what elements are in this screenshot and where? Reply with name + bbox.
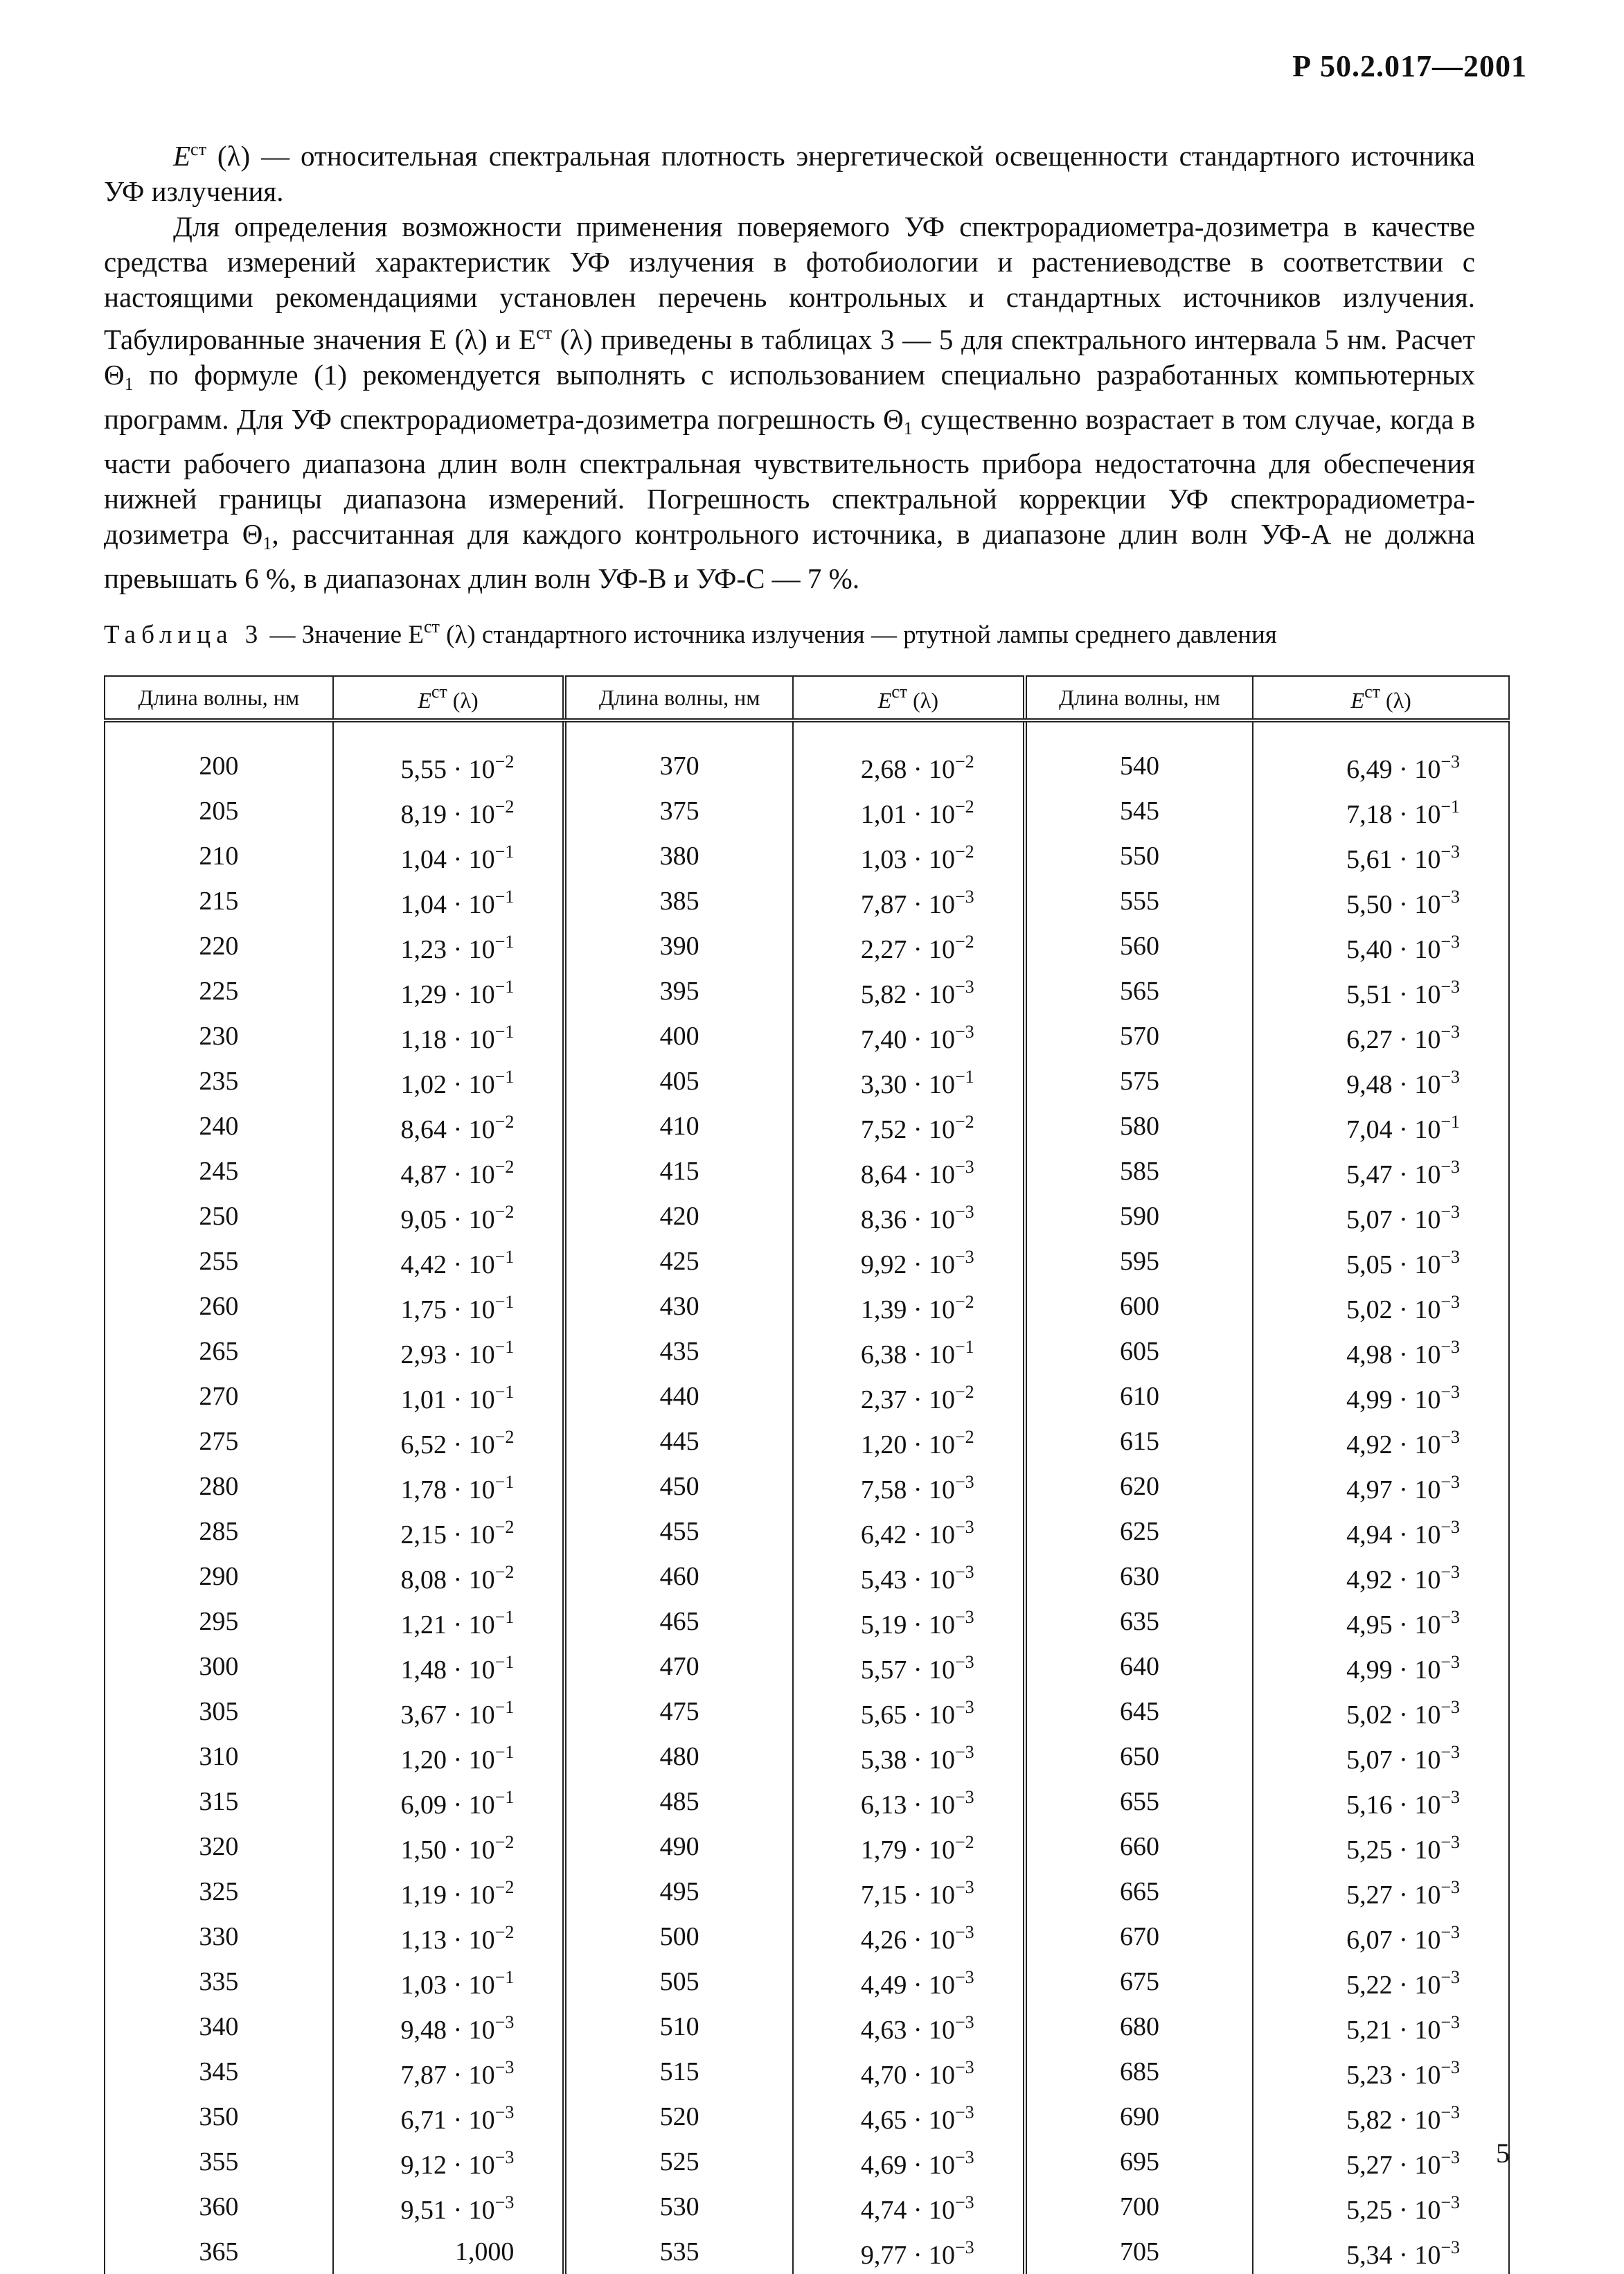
table-cell-value: $4,92 \cdot 10^{-3}$ [1253,1554,1509,1599]
table-row [105,2049,1509,2094]
table-cell-wavelength: 360 [105,2184,333,2229]
table-cell-value: $5,38 \cdot 10^{-3}$ [793,1734,1025,1779]
table-cell-value: $8,08 \cdot 10^{-2}$ [333,1554,565,1599]
table-cell-value: $5,07 \cdot 10^{-3}$ [1253,1193,1509,1238]
table-cell-wavelength: 290 [105,1554,333,1599]
table-cell-value: $6,49 \cdot 10^{-3}$ [1253,743,1509,788]
table-row [105,788,1509,833]
table-cell-wavelength: 340 [105,2004,333,2049]
table-cell-wavelength: 325 [105,1869,333,1914]
table-cell-value: $6,07 \cdot 10^{-3}$ [1253,1914,1509,1959]
table-cell-value: $1,19 \cdot 10^{-2}$ [333,1869,565,1914]
table-cell-wavelength: 465 [564,1599,793,1644]
table-cell-wavelength: 665 [1025,1869,1253,1914]
table-cell-value: $5,82 \cdot 10^{-3}$ [793,968,1025,1013]
table-cell-value: $9,77 \cdot 10^{-3}$ [793,2229,1025,2274]
table-row [105,2139,1509,2184]
table-cell-wavelength: 700 [1025,2184,1253,2229]
table-cell-value: $8,19 \cdot 10^{-2}$ [333,788,565,833]
table-cell-value: $5,16 \cdot 10^{-3}$ [1253,1779,1509,1824]
table-cell-value: $1,03 \cdot 10^{-1}$ [333,1959,565,2004]
table-cell-value: $1,23 \cdot 10^{-1}$ [333,923,565,968]
table-cell-value: $5,02 \cdot 10^{-3}$ [1253,1283,1509,1329]
table-row [105,2004,1509,2049]
page-number: 5 [1496,2138,1510,2169]
table-cell-value: $8,64 \cdot 10^{-2}$ [333,1103,565,1148]
table-cell-wavelength: 255 [105,1238,333,1283]
table-cell-wavelength: 410 [564,1103,793,1148]
table-cell-value: $9,48 \cdot 10^{-3}$ [333,2004,565,2049]
table-cell-value: $4,42 \cdot 10^{-1}$ [333,1238,565,1283]
table-cell-wavelength: 510 [564,2004,793,2049]
table-cell-value: $1,78 \cdot 10^{-1}$ [333,1464,565,1509]
table-row [105,1013,1509,1058]
table-cell-value: $4,97 \cdot 10^{-3}$ [1253,1464,1509,1509]
table-cell-wavelength: 485 [564,1779,793,1824]
table-cell-value: $5,27 \cdot 10^{-3}$ [1253,1869,1509,1914]
table-cell-wavelength: 395 [564,968,793,1013]
table-cell-value: $6,42 \cdot 10^{-3}$ [793,1509,1025,1554]
table-cell-wavelength: 615 [1025,1419,1253,1464]
table-cell-value: $4,70 \cdot 10^{-3}$ [793,2049,1025,2094]
body-text [104,132,1475,596]
table-row [105,1779,1509,1824]
table-cell-wavelength: 420 [564,1193,793,1238]
table-cell-value: $6,27 \cdot 10^{-3}$ [1253,1013,1509,1058]
table-caption: Таблица 3 — Значение $E^{ст}$ (λ) стандартного источника излучения — ртутной лампы среднего давления [104,616,1277,649]
table-cell-value: $1,01 \cdot 10^{-2}$ [793,788,1025,833]
table-row [105,1238,1509,1283]
table-row [105,1914,1509,1959]
table-cell-wavelength: 590 [1025,1193,1253,1238]
table-cell-wavelength: 440 [564,1374,793,1419]
table-cell-wavelength: 660 [1025,1824,1253,1869]
table-row [105,2094,1509,2139]
table-cell-value: $5,02 \cdot 10^{-3}$ [1253,1689,1509,1734]
col-header-wavelength: Длина волны, нм [105,676,333,720]
table-cell-wavelength: 230 [105,1013,333,1058]
table-cell-wavelength: 635 [1025,1599,1253,1644]
table-cell-value: $1,39 \cdot 10^{-2}$ [793,1283,1025,1329]
table-cell-wavelength: 495 [564,1869,793,1914]
table-cell-wavelength: 380 [564,833,793,878]
paragraph-definition: $E^{ст}$ (λ) — относительная спектральная плотность энергетической освещенности стандартного источника УФ излучения. [104,139,1475,207]
table-cell-value: $6,13 \cdot 10^{-3}$ [793,1779,1025,1824]
table-cell-value: $5,40 \cdot 10^{-3}$ [1253,923,1509,968]
table-cell-value: $1,50 \cdot 10^{-2}$ [333,1824,565,1869]
table-cell-value: $5,05 \cdot 10^{-3}$ [1253,1238,1509,1283]
table-cell-wavelength: 460 [564,1554,793,1599]
table-cell-wavelength: 390 [564,923,793,968]
table-cell-wavelength: 475 [564,1689,793,1734]
table-cell-value: $5,51 \cdot 10^{-3}$ [1253,968,1509,1013]
table-cell-value: $1,21 \cdot 10^{-1}$ [333,1599,565,1644]
table-cell-wavelength: 620 [1025,1464,1253,1509]
table-cell-value: $2,93 \cdot 10^{-1}$ [333,1329,565,1374]
table-cell-wavelength: 630 [1025,1554,1253,1599]
table-row [105,1464,1509,1509]
table-cell-wavelength: 500 [564,1914,793,1959]
table-cell-value: $5,25 \cdot 10^{-3}$ [1253,2184,1509,2229]
table-cell-value: $5,34 \cdot 10^{-3}$ [1253,2229,1509,2274]
table-cell-wavelength: 575 [1025,1058,1253,1103]
table-cell-value: $7,40 \cdot 10^{-3}$ [793,1013,1025,1058]
table-cell-wavelength: 605 [1025,1329,1253,1374]
table-row [105,1959,1509,2004]
table-cell-wavelength: 265 [105,1329,333,1374]
table-cell-value: $7,87 \cdot 10^{-3}$ [333,2049,565,2094]
table-cell-wavelength: 300 [105,1644,333,1689]
table-cell-wavelength: 435 [564,1329,793,1374]
table-row [105,1283,1509,1329]
col-header-wavelength: Длина волны, нм [564,676,793,720]
table-cell-wavelength: 560 [1025,923,1253,968]
table-row [105,1554,1509,1599]
table-cell-value: $8,64 \cdot 10^{-3}$ [793,1148,1025,1193]
table-cell-wavelength: 610 [1025,1374,1253,1419]
table-cell-wavelength: 570 [1025,1013,1253,1058]
table-cell-wavelength: 270 [105,1374,333,1419]
table-cell-wavelength: 450 [564,1464,793,1509]
table-row [105,923,1509,968]
table-cell-value: $4,95 \cdot 10^{-3}$ [1253,1599,1509,1644]
table-row [105,1148,1509,1193]
table-cell-wavelength: 650 [1025,1734,1253,1779]
table-cell-wavelength: 470 [564,1644,793,1689]
table-cell-value: $7,18 \cdot 10^{-1}$ [1253,788,1509,833]
table-cell-wavelength: 310 [105,1734,333,1779]
table-cell-value: $9,48 \cdot 10^{-3}$ [1253,1058,1509,1103]
table-cell-value: $3,30 \cdot 10^{-1}$ [793,1058,1025,1103]
table-cell-wavelength: 585 [1025,1148,1253,1193]
table-cell-value: $6,71 \cdot 10^{-3}$ [333,2094,565,2139]
table-cell-value: $5,23 \cdot 10^{-3}$ [1253,2049,1509,2094]
table-cell-wavelength: 645 [1025,1689,1253,1734]
col-header-value: $E^{ст}$ (λ) [793,676,1025,720]
table-cell-value: $4,63 \cdot 10^{-3}$ [793,2004,1025,2049]
table-cell-value: $7,04 \cdot 10^{-1}$ [1253,1103,1509,1148]
table-cell-value: $4,98 \cdot 10^{-3}$ [1253,1329,1509,1374]
table-cell-value: $4,94 \cdot 10^{-3}$ [1253,1509,1509,1554]
table-cell-wavelength: 455 [564,1509,793,1554]
table-row [105,878,1509,923]
table-cell-wavelength: 280 [105,1464,333,1509]
table-cell-wavelength: 375 [564,788,793,833]
table-cell-value: $4,74 \cdot 10^{-3}$ [793,2184,1025,2229]
table-cell-value: $1,03 \cdot 10^{-2}$ [793,833,1025,878]
table-cell-value: $5,50 \cdot 10^{-3}$ [1253,878,1509,923]
table-cell-wavelength: 600 [1025,1283,1253,1329]
table-row [105,1644,1509,1689]
col-header-value: $E^{ст}$ (λ) [1253,676,1509,720]
table-cell-wavelength: 535 [564,2229,793,2274]
table-cell-wavelength: 530 [564,2184,793,2229]
table-cell-wavelength: 330 [105,1914,333,1959]
table-cell-value: $7,15 \cdot 10^{-3}$ [793,1869,1025,1914]
table-cell-value: $7,52 \cdot 10^{-2}$ [793,1103,1025,1148]
table-cell-value: $5,55 \cdot 10^{-2}$ [333,743,565,788]
table-row [105,1869,1509,1914]
table-cell-wavelength: 595 [1025,1238,1253,1283]
table-cell-value: $5,27 \cdot 10^{-3}$ [1253,2139,1509,2184]
table-cell-wavelength: 320 [105,1824,333,1869]
table-cell-wavelength: 480 [564,1734,793,1779]
table-cell-wavelength: 540 [1025,743,1253,788]
table-cell-value: $1,79 \cdot 10^{-2}$ [793,1824,1025,1869]
table-cell-wavelength: 445 [564,1419,793,1464]
table-cell-value: $4,99 \cdot 10^{-3}$ [1253,1644,1509,1689]
table-cell-wavelength: 200 [105,743,333,788]
table-cell-wavelength: 515 [564,2049,793,2094]
table-cell-wavelength: 505 [564,1959,793,2004]
table-row [105,1329,1509,1374]
table-cell-wavelength: 625 [1025,1509,1253,1554]
table-cell-wavelength: 405 [564,1058,793,1103]
table-cell-wavelength: 430 [564,1283,793,1329]
col-header-wavelength: Длина волны, нм [1025,676,1253,720]
table-cell-wavelength: 345 [105,2049,333,2094]
table-cell-value: $5,22 \cdot 10^{-3}$ [1253,1959,1509,2004]
table-cell-wavelength: 415 [564,1148,793,1193]
table-cell-wavelength: 670 [1025,1914,1253,1959]
table-cell-value: $4,92 \cdot 10^{-3}$ [1253,1419,1509,1464]
table-cell-wavelength: 350 [105,2094,333,2139]
table-cell-wavelength: 210 [105,833,333,878]
table-row [105,1058,1509,1103]
table-cell-value: $4,69 \cdot 10^{-3}$ [793,2139,1025,2184]
table-cell-value: $5,43 \cdot 10^{-3}$ [793,1554,1025,1599]
table-cell-wavelength: 640 [1025,1644,1253,1689]
table-cell-value: $2,15 \cdot 10^{-2}$ [333,1509,565,1554]
table-cell-wavelength: 305 [105,1689,333,1734]
table-cell-wavelength: 225 [105,968,333,1013]
table-cell-wavelength: 335 [105,1959,333,2004]
table-cell-wavelength: 315 [105,1779,333,1824]
table-row [105,2184,1509,2229]
table-cell-value: $4,87 \cdot 10^{-2}$ [333,1148,565,1193]
table-cell-wavelength: 520 [564,2094,793,2139]
table-cell-wavelength: 205 [105,788,333,833]
table-cell-value: $5,61 \cdot 10^{-3}$ [1253,833,1509,878]
table-cell-value: $2,37 \cdot 10^{-2}$ [793,1374,1025,1419]
table-cell-wavelength: 425 [564,1238,793,1283]
table-cell-value: $1,01 \cdot 10^{-1}$ [333,1374,565,1419]
table-cell-value: $5,82 \cdot 10^{-3}$ [1253,2094,1509,2139]
table-cell-value: $7,87 \cdot 10^{-3}$ [793,878,1025,923]
table-row [105,968,1509,1013]
table-row [105,1689,1509,1734]
table-cell-wavelength: 215 [105,878,333,923]
table-cell-wavelength: 680 [1025,2004,1253,2049]
table-row [105,2229,1509,2274]
table-cell-value: $6,38 \cdot 10^{-1}$ [793,1329,1025,1374]
table-cell-wavelength: 260 [105,1283,333,1329]
table-cell-value: $5,57 \cdot 10^{-3}$ [793,1644,1025,1689]
table-cell-value: $5,19 \cdot 10^{-3}$ [793,1599,1025,1644]
table-cell-value: $1,20 \cdot 10^{-1}$ [333,1734,565,1779]
table-cell-value: 1,000 [333,2229,565,2274]
table-cell-value: $6,52 \cdot 10^{-2}$ [333,1419,565,1464]
table-cell-wavelength: 525 [564,2139,793,2184]
table-row [105,833,1509,878]
table-row [105,1599,1509,1644]
table-cell-wavelength: 545 [1025,788,1253,833]
table-row [105,1374,1509,1419]
table-cell-value: $4,49 \cdot 10^{-3}$ [793,1959,1025,2004]
table-cell-wavelength: 220 [105,923,333,968]
table-cell-value: $1,18 \cdot 10^{-1}$ [333,1013,565,1058]
table-row [105,1509,1509,1554]
table-cell-value: $1,20 \cdot 10^{-2}$ [793,1419,1025,1464]
table-cell-wavelength: 370 [564,743,793,788]
table-cell-wavelength: 285 [105,1509,333,1554]
table-cell-value: $1,48 \cdot 10^{-1}$ [333,1644,565,1689]
table-cell-value: $7,58 \cdot 10^{-3}$ [793,1464,1025,1509]
paragraph-main: Для определения возможности применения поверяемого УФ спектрорадиометра-дозиметра в качестве средства измерений характеристик УФ излучения в фотобиологии и растениеводстве в соответствии с настоящими рекомендациями установлен перечень контрольных и стандартных источников излучения. Табулированные значения E (λ) и $E^{ст}$ (λ) приведены в таблицах 3 — 5 для спектрального интервала 5 нм. Расчет $\Theta_1$ по формуле (1) рекомендуется выполнять с использованием специально разработанных компьютерных программ. Для УФ спектрорадиометра-дозиметра погрешность $\Theta_1$ существенно возрастает в том случае, когда в части рабочего диапазона длин волн спектральная чувствительность прибора недостаточна для обеспечения нижней границы диапазона измерений. Погрешность спектральной коррекции УФ спектрорадиометра-дозиметра $\Theta_1$, рассчитанная для каждого контрольного источника, в диапазоне длин волн УФ-А не должна превышать 6 %, в диапазонах длин волн УФ-В и УФ-С — 7 %. [104,211,1476,594]
table-header-row [105,676,1509,720]
table-cell-value: $1,13 \cdot 10^{-2}$ [333,1914,565,1959]
table-cell-value: $5,25 \cdot 10^{-3}$ [1253,1824,1509,1869]
table-cell-value: $5,47 \cdot 10^{-3}$ [1253,1148,1509,1193]
table-cell-value: $1,04 \cdot 10^{-1}$ [333,833,565,878]
col-header-value: $E^{ст}$ (λ) [333,676,565,720]
table-cell-value: $2,27 \cdot 10^{-2}$ [793,923,1025,968]
table-cell-wavelength: 275 [105,1419,333,1464]
table-cell-value: $8,36 \cdot 10^{-3}$ [793,1193,1025,1238]
table-cell-wavelength: 245 [105,1148,333,1193]
table-cell-wavelength: 385 [564,878,793,923]
table-cell-value: $4,99 \cdot 10^{-3}$ [1253,1374,1509,1419]
table-cell-wavelength: 295 [105,1599,333,1644]
table-cell-wavelength: 705 [1025,2229,1253,2274]
table-cell-wavelength: 555 [1025,878,1253,923]
spectral-table [104,675,1510,2274]
table-cell-value: $9,05 \cdot 10^{-2}$ [333,1193,565,1238]
table-cell-wavelength: 550 [1025,833,1253,878]
document-code: Р 50.2.017—2001 [1292,49,1527,83]
table-row [105,1193,1509,1238]
table-cell-wavelength: 400 [564,1013,793,1058]
table-cell-wavelength: 235 [105,1058,333,1103]
table-cell-value: $5,21 \cdot 10^{-3}$ [1253,2004,1509,2049]
table-cell-value: $9,92 \cdot 10^{-3}$ [793,1238,1025,1283]
table-cell-value: $4,65 \cdot 10^{-3}$ [793,2094,1025,2139]
table-row [105,1419,1509,1464]
table-cell-wavelength: 655 [1025,1779,1253,1824]
table-cell-wavelength: 690 [1025,2094,1253,2139]
table-cell-value: $1,04 \cdot 10^{-1}$ [333,878,565,923]
table-cell-value: $4,26 \cdot 10^{-3}$ [793,1914,1025,1959]
table-cell-wavelength: 250 [105,1193,333,1238]
table-cell-wavelength: 685 [1025,2049,1253,2094]
table-cell-wavelength: 675 [1025,1959,1253,2004]
table-cell-wavelength: 490 [564,1824,793,1869]
table-cell-value: $9,12 \cdot 10^{-3}$ [333,2139,565,2184]
table-cell-wavelength: 240 [105,1103,333,1148]
table-row [105,1824,1509,1869]
table-cell-value: $9,51 \cdot 10^{-3}$ [333,2184,565,2229]
table-cell-wavelength: 565 [1025,968,1253,1013]
table-cell-value: $1,29 \cdot 10^{-1}$ [333,968,565,1013]
table-cell-wavelength: 355 [105,2139,333,2184]
table-cell-value: $2,68 \cdot 10^{-2}$ [793,743,1025,788]
table-cell-value: $6,09 \cdot 10^{-1}$ [333,1779,565,1824]
table-cell-wavelength: 365 [105,2229,333,2274]
table-cell-value: $1,75 \cdot 10^{-1}$ [333,1283,565,1329]
table-cell-value: $3,67 \cdot 10^{-1}$ [333,1689,565,1734]
table-cell-value: $1,02 \cdot 10^{-1}$ [333,1058,565,1103]
table-cell-wavelength: 695 [1025,2139,1253,2184]
table-row [105,743,1509,788]
table-cell-wavelength: 580 [1025,1103,1253,1148]
table-row [105,1103,1509,1148]
table-row [105,1734,1509,1779]
table-cell-value: $5,65 \cdot 10^{-3}$ [793,1689,1025,1734]
table-cell-value: $5,07 \cdot 10^{-3}$ [1253,1734,1509,1779]
